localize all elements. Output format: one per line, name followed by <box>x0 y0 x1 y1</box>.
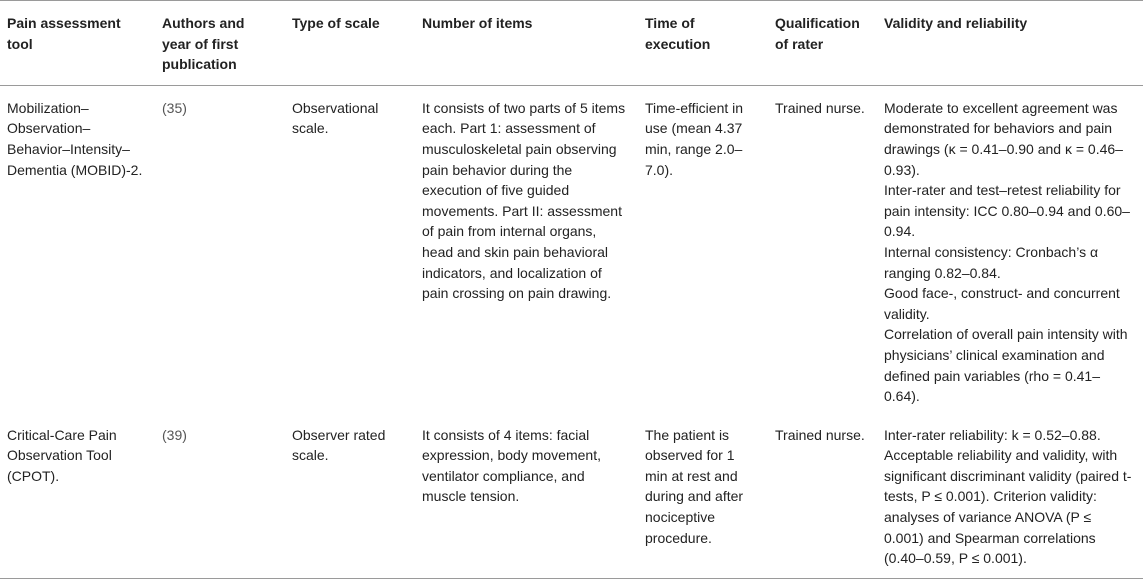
validity-paragraph: Internal consistency: Cronbach’s α ranging 0.82–0.84. <box>884 243 1099 281</box>
validity-paragraph: Acceptable reliability and validity, with significant discriminant validity (paired t-tests, P ≤ 0.001). Criterion validity: analyses of variance ANOVA (P ≤ 0.001) and Spearman correlations (0.40–0.59, P ≤ 0.001). <box>884 447 1132 567</box>
cell-tool: Mobilization–Observation–Behavior–Intensity–Dementia (MOBID)-2. <box>7 99 143 178</box>
validity-paragraph: Inter-rater and test–retest reliability for pain intensity: ICC 0.80–0.94 and 0.60–0.94. <box>884 182 1130 240</box>
cell-rater: Trained nurse. <box>768 413 877 579</box>
header-row <box>0 1 1143 86</box>
header-items: Number of items <box>415 1 638 86</box>
header-time: Time of execution <box>638 1 768 86</box>
header-rater: Qualification of rater <box>768 1 877 86</box>
cell-authors-ref[interactable]: (35) <box>162 99 187 116</box>
cell-tool: Critical-Care Pain Observation Tool (CPOT). <box>0 413 155 579</box>
header-validity: Validity and reliability <box>877 1 1143 86</box>
table-header <box>0 1 1143 86</box>
validity-paragraph: Correlation of overall pain intensity with physicians’ clinical examination and defined pain variables (rho = 0.41–0.64). <box>884 326 1128 405</box>
cell-time: The patient is observed for 1 min at rest and during and after nociceptive procedure. <box>638 413 768 579</box>
cell-time: Time-efficient in use (mean 4.37 min, range 2.0–7.0). <box>645 99 744 178</box>
cell-type: Observational scale. <box>292 99 379 137</box>
cell-items: It consists of 4 items: facial expression, body movement, ventilator compliance, and muscle tension. <box>415 413 638 579</box>
cell-validity <box>877 413 1143 579</box>
cell-validity <box>877 85 1143 412</box>
header-type: Type of scale <box>285 1 415 86</box>
validity-paragraph: Good face-, construct- and concurrent validity. <box>884 285 1120 322</box>
header-tool: Pain assessment tool <box>0 1 155 86</box>
validity-paragraph: Moderate to excellent agreement was demonstrated for behaviors and pain drawings (κ = 0.41–0.90 and κ = 0.46–0.93). <box>884 99 1123 178</box>
header-authors: Authors and year of first publication <box>155 1 285 86</box>
cell-items: It consists of two parts of 5 items each. Part 1: assessment of musculoskeletal pain observing pain behavior during the execution of five guided movements. Part II: assessment of pain from internal organs, head and skin pain behavioral indicators, and localization of pain crossing on pain drawing. <box>422 99 626 302</box>
cell-rater: Trained nurse. <box>775 99 865 116</box>
cell-type: Observer rated scale. <box>285 413 415 579</box>
table-row <box>0 413 1143 579</box>
table-row <box>0 85 1143 412</box>
validity-paragraph: Inter-rater reliability: k = 0.52–0.88. <box>884 426 1101 443</box>
cell-authors-ref[interactable]: (39) <box>155 413 285 579</box>
